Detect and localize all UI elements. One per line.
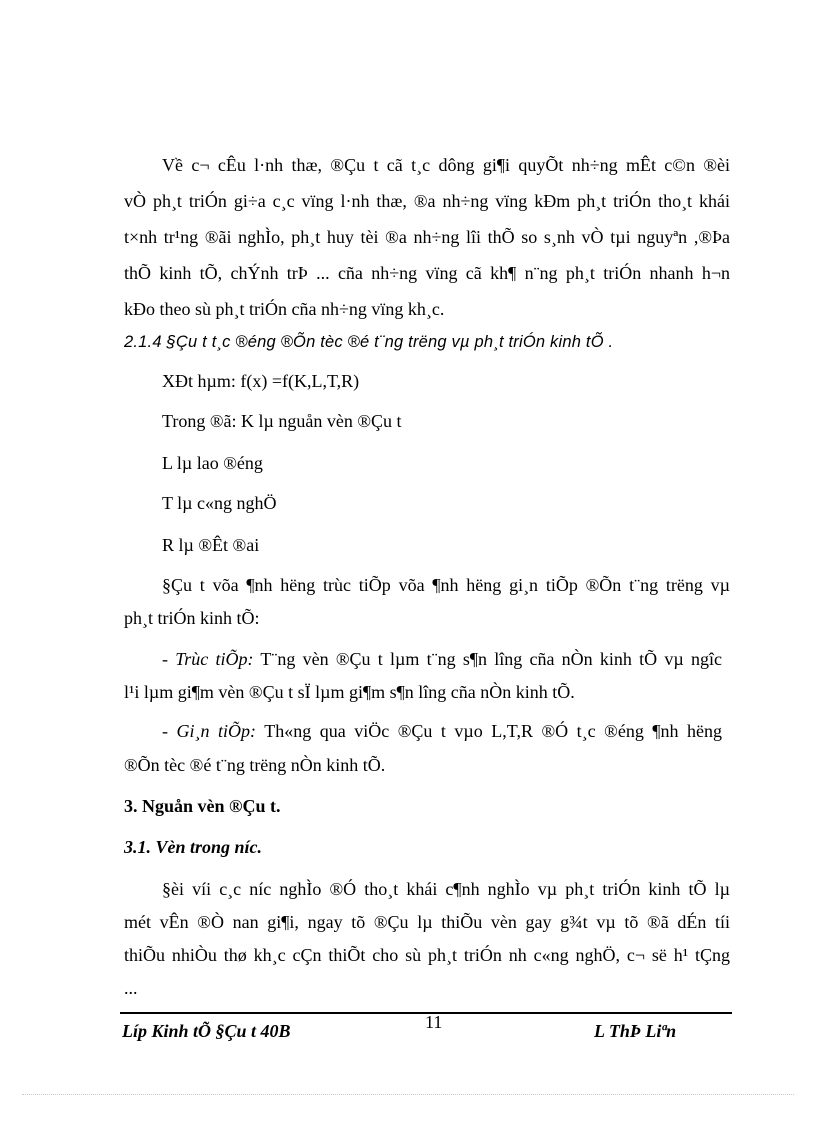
footer-author: L ThÞ Liªn [594, 1021, 677, 1041]
paragraph-line: mét vÊn ®Ò nan gi¶i, ngay tõ ®Çu lµ thiÕu vèn gay g¾t vµ tõ ®ã dÉn tíi [124, 912, 730, 932]
indirect-line: - Gi¸n tiÕp: Th«ng qua viÖc ®Çu t vµo L,T,R ®Ó t¸c ®éng ¶nh hëng [162, 721, 722, 741]
paragraph-line: ph¸t triÓn kinh tÕ: [124, 608, 260, 628]
paragraph-line: vÒ ph¸t triÓn gi÷a c¸c vïng l·nh thæ, ®a nh÷ng vïng kÐm ph¸t triÓn tho¸t khái [124, 191, 730, 211]
section-heading: 3. Nguån vèn ®Çu t. [124, 796, 281, 816]
function-t: T lµ c«ng nghÖ [162, 493, 277, 513]
paragraph-line: kÐo theo sù ph¸t triÓn cña nh÷ng vïng kh¸c. [124, 299, 445, 319]
paragraph-line: §èi víi c¸c níc nghÌo ®Ó tho¸t khái c¶nh nghÌo vµ ph¸t triÓn kinh tÕ lµ [162, 879, 730, 899]
direct-line: - Trùc tiÕp: T¨ng vèn ®Çu t lµm t¨ng s¶n lîng cña nÒn kinh tÕ vµ ngîc [162, 649, 722, 669]
footer-class: Líp Kinh tÕ §Çu t 40B [122, 1021, 291, 1041]
indirect-text: Th«ng qua viÖc ®Çu t vµo L,T,R ®Ó t¸c ®éng ¶nh hëng [256, 721, 722, 741]
indirect-line-2: ®Õn tèc ®é t¨ng trëng nÒn kinh tÕ. [124, 755, 386, 775]
direct-label: Trùc tiÕp: [175, 649, 254, 669]
paragraph-line: ... [124, 978, 138, 998]
function-where: Trong ®ã: K lµ nguån vèn ®Çu t [162, 411, 402, 431]
function-intro: XÐt hµm: f(x) =f(K,L,T,R) [162, 371, 360, 391]
direct-text: T¨ng vèn ®Çu t lµm t¨ng s¶n lîng cña nÒn kinh tÕ vµ ngîc [253, 649, 722, 669]
paragraph-line: t×nh tr¹ng ®ãi nghÌo, ph¸t huy tèi ®a nh÷ng lîi thÕ so s¸nh vÒ tµi nguyªn ,®Þa [124, 227, 730, 247]
paragraph-line: §Çu t võa ¶nh hëng trùc tiÕp võa ¶nh hëng gi¸n tiÕp ®Õn t¨ng trëng vµ [162, 575, 730, 595]
section-heading: 2.1.4 §Çu t t¸c ®éng ®Õn tèc ®é t¨ng trëng vµ ph¸t triÓn kinh tÕ . [124, 333, 614, 351]
indirect-label: Gi¸n tiÕp: [176, 721, 257, 741]
paragraph-line: thÕ kinh tÕ, chÝnh trÞ ... cña nh÷ng vïng cã kh¶ n¨ng ph¸t triÓn nhanh h¬n [124, 263, 730, 283]
subsection-heading: 3.1. Vèn trong níc. [124, 837, 263, 857]
direct-line-2: l¹i lµm gi¶m vèn ®Çu t sÏ lµm gi¶m s¶n lîng cña nÒn kinh tÕ. [124, 682, 575, 702]
page-edge-divider [22, 1094, 794, 1095]
page-number: 11 [425, 1012, 443, 1032]
function-l: L lµ lao ®éng [162, 453, 263, 473]
paragraph-line: Về c¬ cÊu l·nh thæ, ®Çu t cã t¸c dông gi¶i quyÕt nh÷ng mÊt c©n ®èi [162, 155, 730, 175]
paragraph-line: thiÕu nhiÒu thø kh¸c cÇn thiÕt cho sù ph¸t triÓn nh c«ng nghÖ, c¬ së h¹ tÇng [124, 945, 730, 965]
function-r: R lµ ®Êt ®ai [162, 535, 260, 555]
